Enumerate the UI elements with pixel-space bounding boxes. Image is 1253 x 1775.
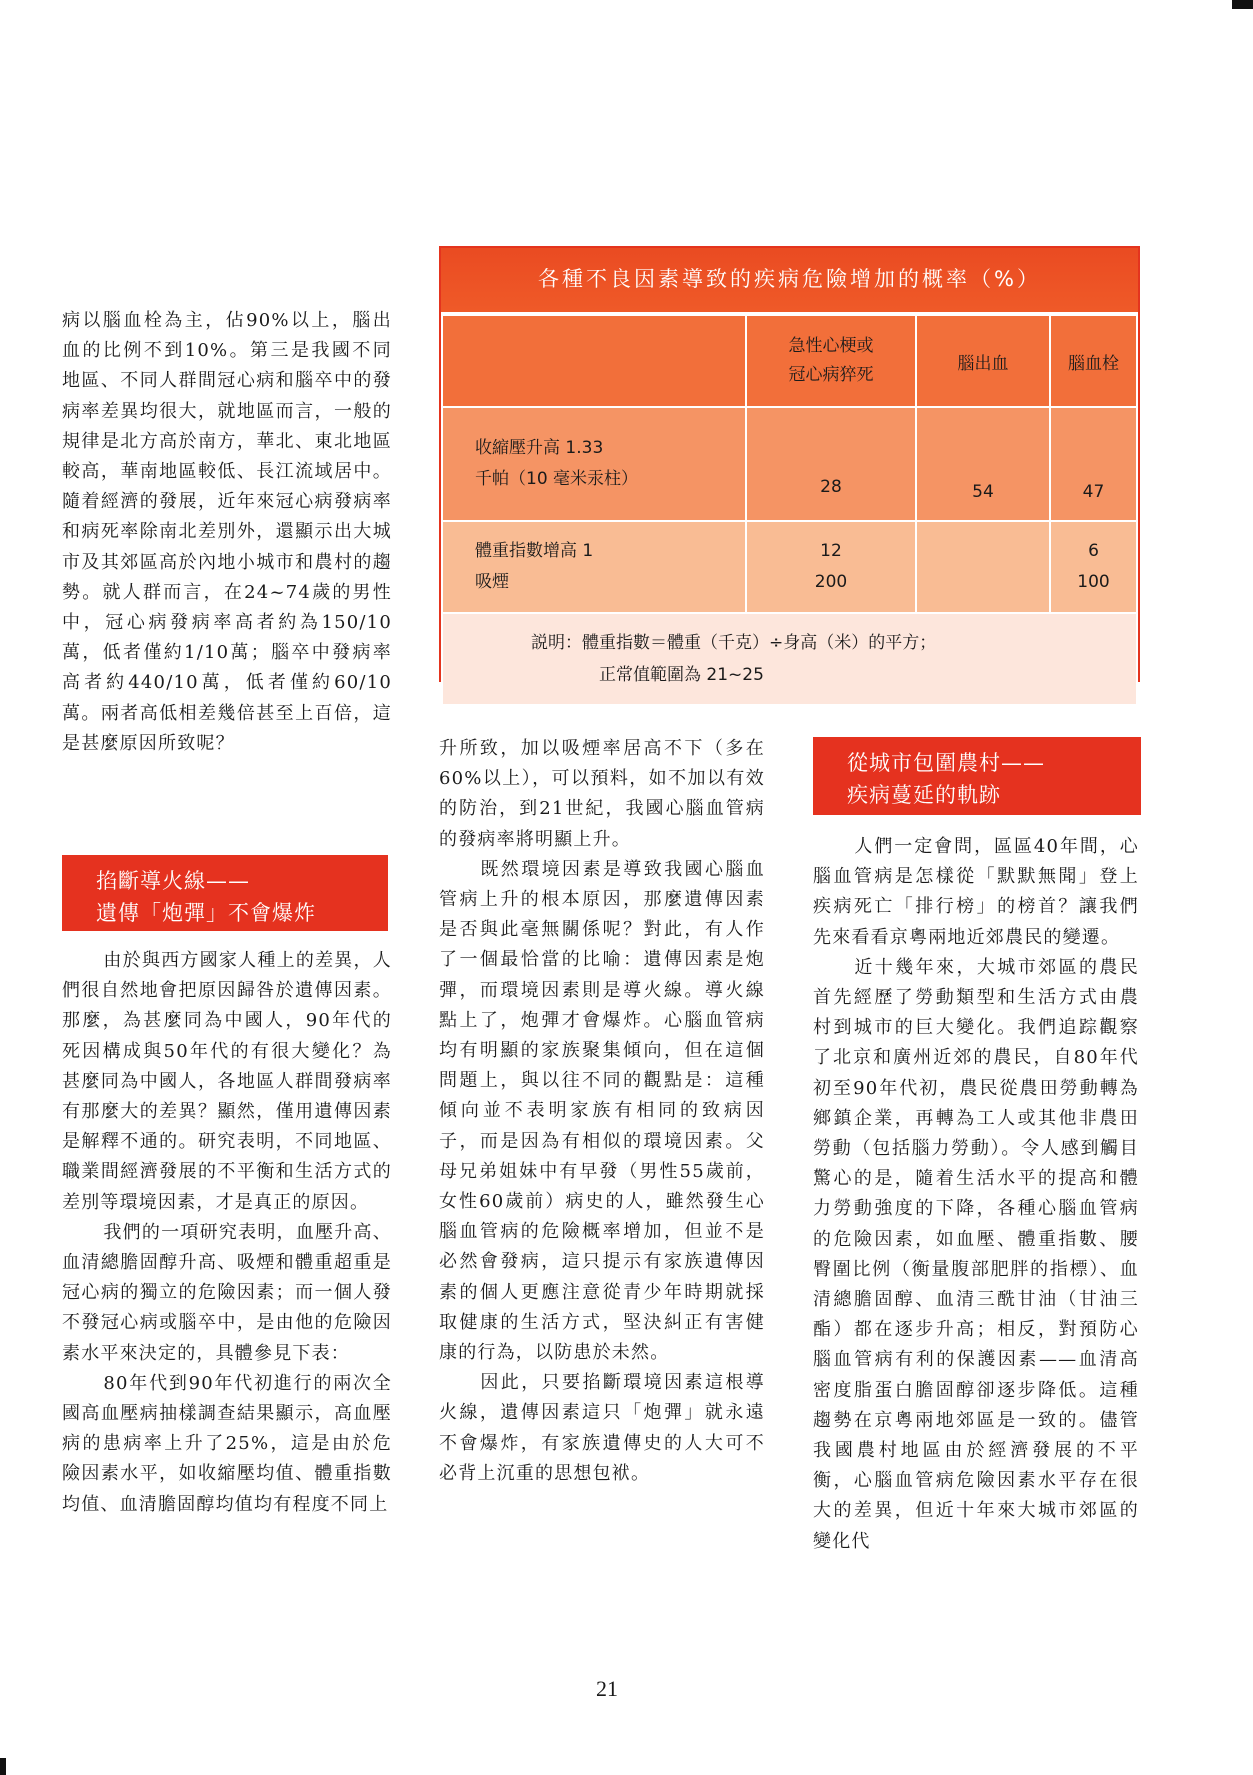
- paragraph: 人們一定會問，區區40年間，心腦血管病是怎樣從「默默無聞」登上疾病死亡「排行榜」的榜首？讓我們先來看看京粵兩地近郊農民的變遷。: [813, 836, 1139, 948]
- paragraph: 由於與西方國家人種上的差異，人們很自然地會把原因歸咎於遺傳因素。那麼，為甚麼同為中國人，90年代的死因構成與50年代的有很大變化？為甚麼同為中國人，各地區人群間發病率有那麼大的差異？顯然，僅用遺傳因素是解釋不通的。研究表明，不同地區、職業間經濟發展的不平衡和生活方式的差別等環境因素，才是真正的原因。: [62, 950, 392, 1213]
- table-row-label: 收縮壓升高 1.33 千帕（10 毫米汞柱）: [442, 407, 746, 521]
- paragraph: 80年代到90年代初進行的兩次全國高血壓病抽樣調查結果顯示，高血壓病的患病率上升了25%，這是由於危險因素水平，如收縮壓均值、體重指數均值、血清膽固醇均值均有程度不同上: [62, 1372, 392, 1515]
- section-heading-line: 掐斷導火線——: [96, 869, 250, 893]
- paragraph: 近十幾年來，大城市郊區的農民首先經歷了勞動類型和生活方式由農村到城市的巨大變化。我們追踪觀察了北京和廣州近郊的農民，自80年代初至90年代初，農民從農田勞動轉為鄉鎮企業，再轉為工人或其他非農田勞動（包括腦力勞動）。令人感到觸目驚心的是，隨着生活水平的提高和體力勞動強度的下降，各種心腦血管病的危險因素，如血壓、體重指數、腰臀圍比例（衡量腹部肥胖的指標）、血清總膽固醇、血清三酰甘油（甘油三酯）都在逐步升高；相反，對預防心腦血管病有利的保護因素——血清高密度脂蛋白膽固醇卻逐步降低。這種趨勢在京粵兩地郊區是一致的。儘管我國農村地區由於經濟發展的不平衡，心腦血管病危險因素水平存在很大的差異，但近十年來大城市郊區的變化代: [813, 956, 1139, 1552]
- table-title: 各種不良因素導致的疾病危險增加的概率（%）: [441, 248, 1138, 314]
- table-header-cell: 腦血栓: [1050, 315, 1137, 407]
- table-note-row: [442, 613, 1137, 705]
- table-cell: 12 200: [746, 521, 916, 613]
- paragraph: 升所致，加以吸煙率居高不下（多在60%以上），可以預料，如不加以有效的防治，到21世紀，我國心腦血管病的發病率將明顯上升。: [439, 738, 765, 850]
- section-heading-line: 從城市包圍農村——: [847, 751, 1045, 775]
- section-heading-line: 遺傳「炮彈」不會爆炸: [96, 901, 316, 925]
- scan-corner-mark: [1232, 0, 1253, 9]
- text-column-1-lower: [62, 946, 392, 1520]
- section-heading-line: 疾病蔓延的軌跡: [847, 783, 1001, 807]
- table-cell: 6 100: [1050, 521, 1137, 613]
- paragraph: 病以腦血栓為主，佔90%以上，腦出血的比例不到10%。第三是我國不同地區、不同人群間冠心病和腦卒中的發病率差異均很大，就地區而言，一般的規律是北方高於南方，華北、東北地區較高，華南地區較低、長江流域居中。隨着經濟的發展，近年來冠心病發病率和病死率除南北差別外，還顯示出大城市及其郊區高於內地小城市和農村的趨勢。就人群而言，在24~74歲的男性中，冠心病發病率高者約為150/10萬，低者僅約1/10萬；腦卒中發病率高者約440/10萬，低者僅約60/10萬。兩者高低相差幾倍甚至上百倍，這是甚麼原因所致呢？: [62, 310, 392, 754]
- table-header-cell-empty: [442, 315, 746, 407]
- table-header-cell: 腦出血: [916, 315, 1050, 407]
- risk-factor-table: [439, 246, 1140, 685]
- table-row: [442, 407, 1137, 521]
- table-note: 説明：體重指數＝體重（千克）÷身高（米）的平方； 正常值範圍為 21~25: [442, 613, 1137, 705]
- table-header-row: [442, 315, 1137, 407]
- table-cell-empty: [916, 521, 1050, 613]
- section-heading-city: [813, 737, 1141, 815]
- paragraph: 既然環境因素是導致我國心腦血管病上升的根本原因，那麼遺傳因素是否與此毫無關係呢？對此，有人作了一個最恰當的比喻：遺傳因素是炮彈，而環境因素則是導火線。導火線點上了，炮彈才會爆炸。心腦血管病均有明顯的家族聚集傾向，但在這個問題上，與以往不同的觀點是：這種傾向並不表明家族有相同的致病因子，而是因為有相似的環境因素。父母兄弟姐妹中有早發（男性55歲前，女性60歲前）病史的人，雖然發生心腦血管病的危險概率增加，但並不是必然會發病，這只提示有家族遺傳因素的個人更應注意從青少年時期就採取健康的生活方式，堅決糾正有害健康的行為，以防患於未然。: [439, 858, 765, 1364]
- table-cell: 47: [1050, 407, 1137, 521]
- scan-edge-mark: [0, 1758, 6, 1775]
- paragraph: 因此，只要掐斷環境因素這根導火線，遺傳因素這只「炮彈」就永遠不會爆炸，有家族遺傳史的人大可不必背上沉重的思想包袱。: [439, 1372, 765, 1484]
- table-row-label: 體重指數增高 1 吸煙: [442, 521, 746, 613]
- text-column-2: [439, 734, 765, 1489]
- table-cell: 54: [916, 407, 1050, 521]
- table-row: [442, 521, 1137, 613]
- table-header-cell: 急性心梗或 冠心病猝死: [746, 315, 916, 407]
- section-heading-fuse: [62, 855, 388, 931]
- table-cell: 28: [746, 407, 916, 521]
- text-column-1: [62, 306, 392, 759]
- paragraph: 我們的一項研究表明，血壓升高、血清總膽固醇升高、吸煙和體重超重是冠心病的獨立的危險因素；而一個人發不發冠心病或腦卒中，是由他的危險因素水平來決定的，具體參見下表：: [62, 1221, 392, 1364]
- text-column-3: [813, 832, 1139, 1557]
- page-number: 21: [596, 1676, 618, 1701]
